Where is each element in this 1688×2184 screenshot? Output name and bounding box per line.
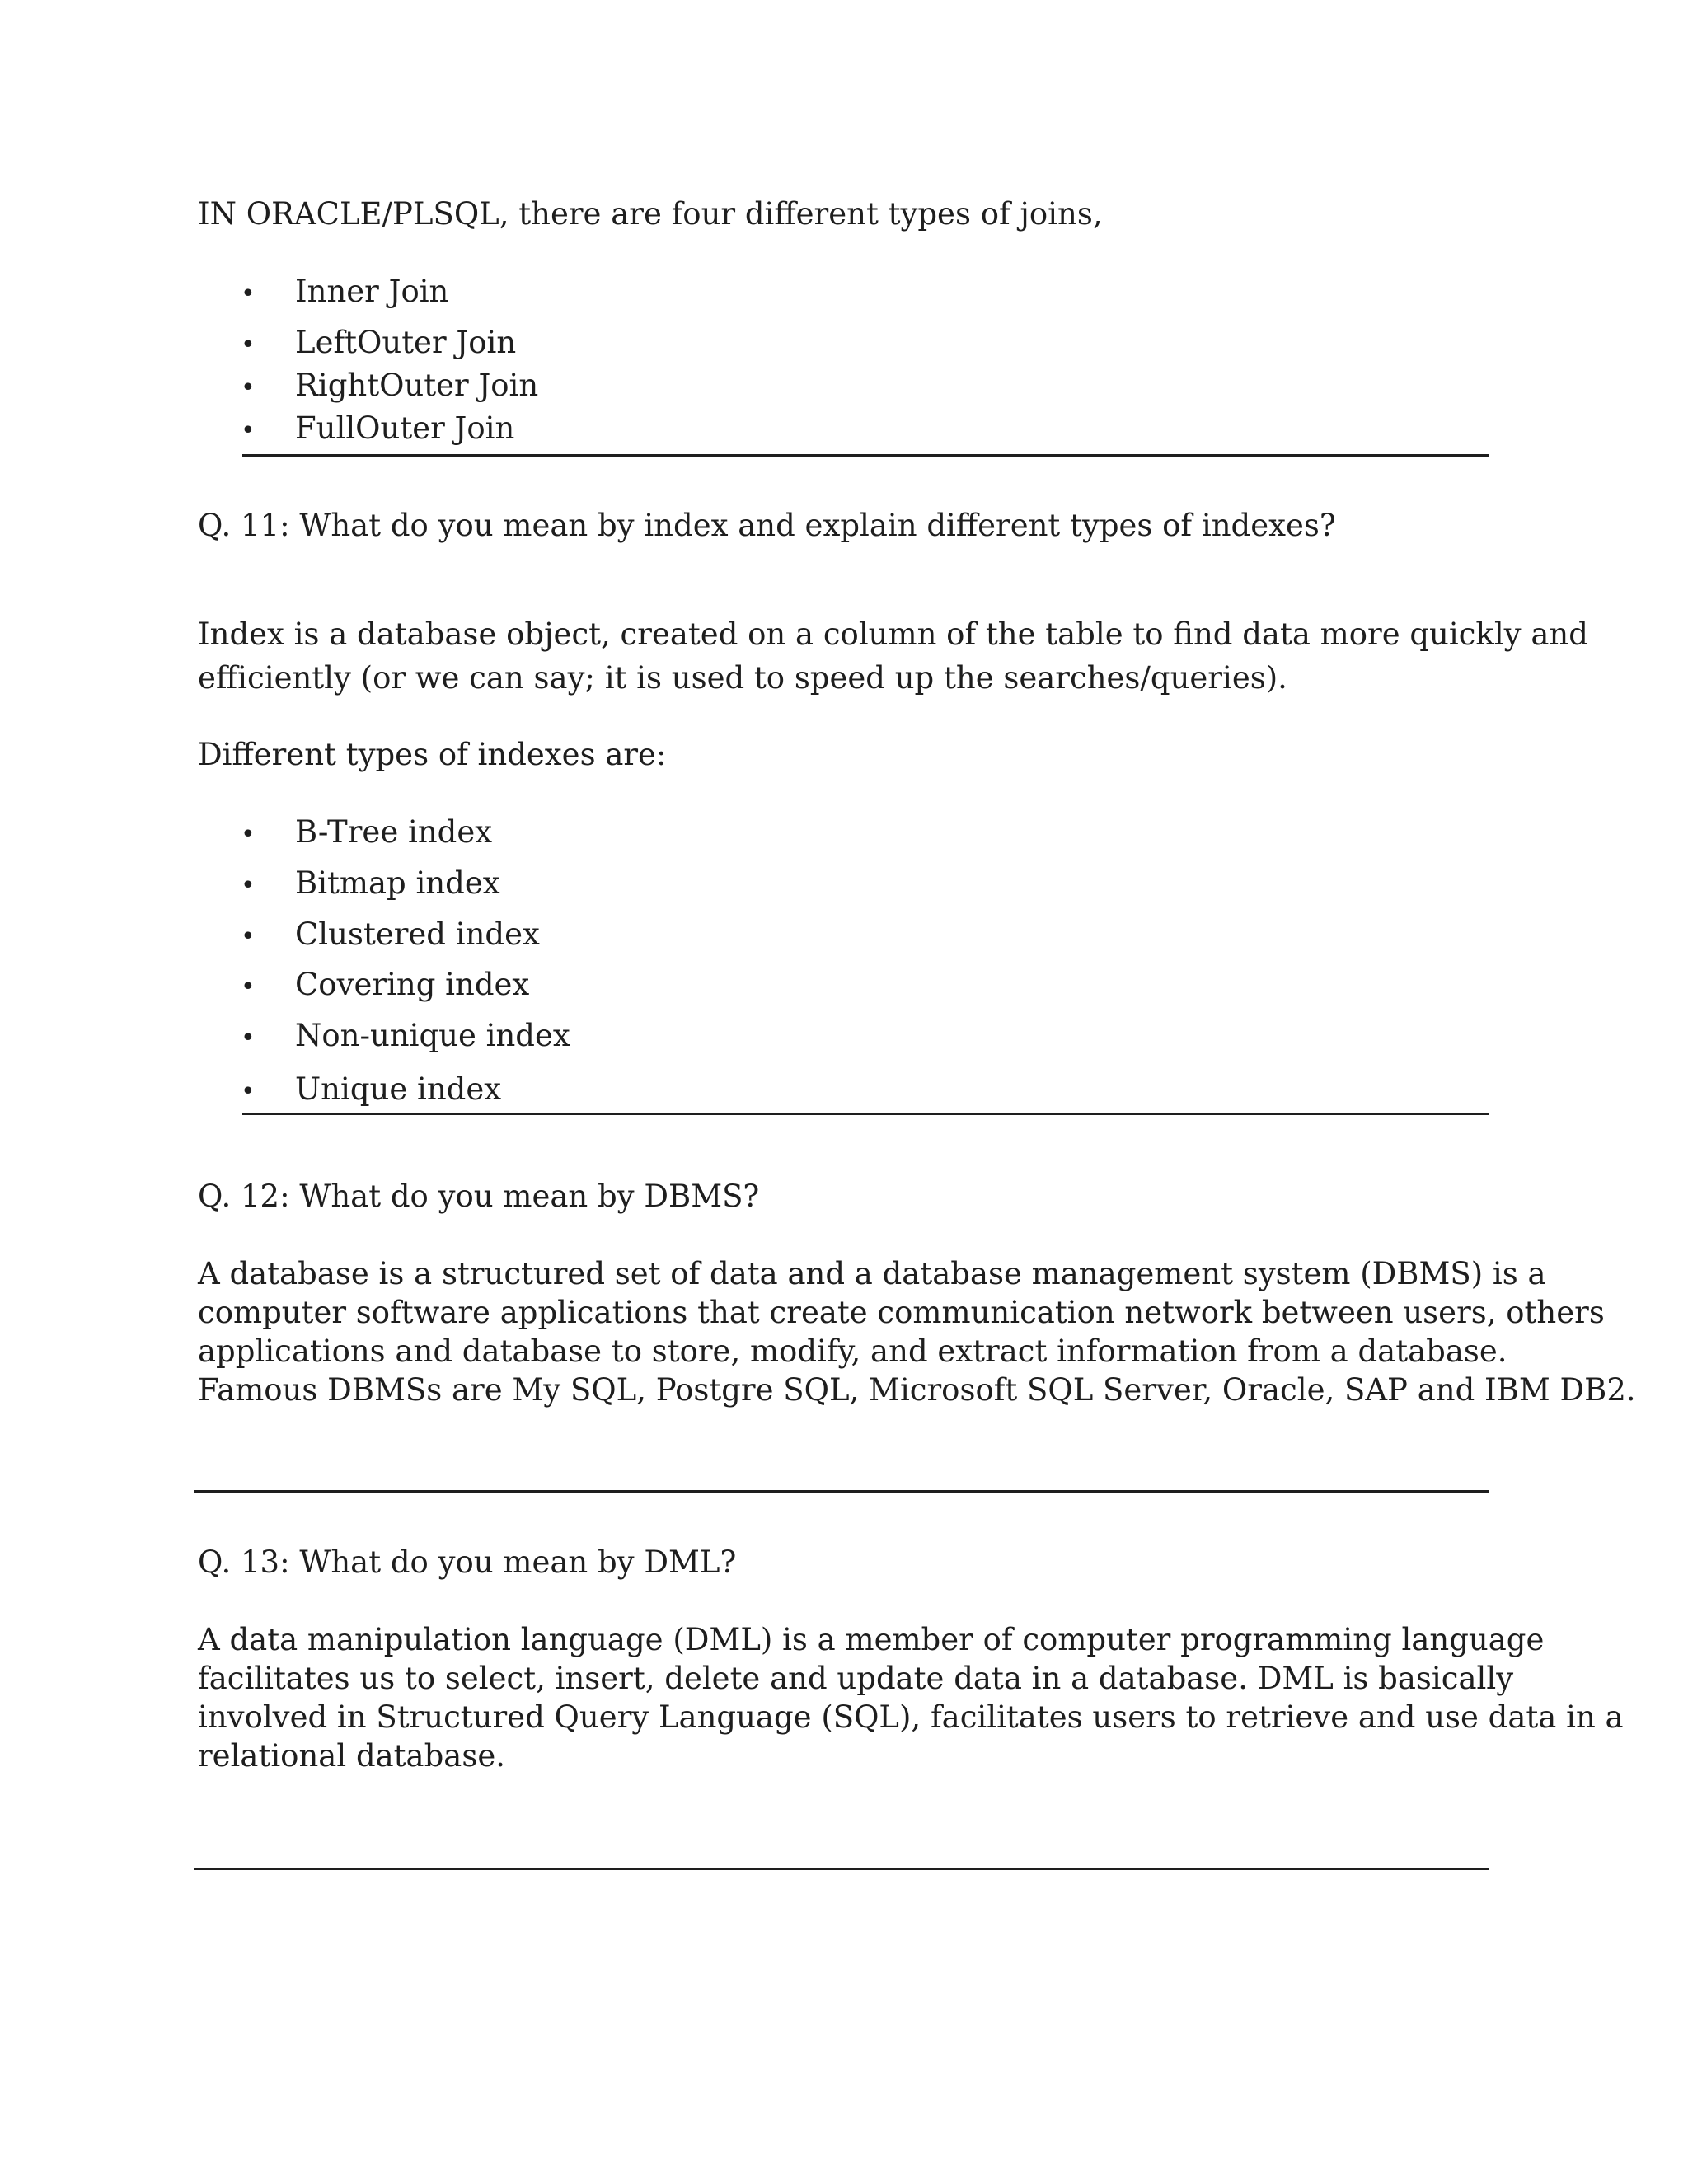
- q12-question: Q. 12: What do you mean by DBMS?: [198, 1179, 760, 1214]
- join-list-item: • RightOuter Join: [241, 366, 538, 408]
- section-divider: [242, 1113, 1489, 1115]
- section-divider: [194, 1490, 1489, 1493]
- index-list-item: • Unique index: [241, 1070, 501, 1112]
- bullet-icon: •: [241, 373, 256, 402]
- index-list-item: • Covering index: [241, 965, 529, 1007]
- join-list-item: • FullOuter Join: [241, 409, 514, 451]
- q12-answer: A database is a structured set of data and a database management system (DBMS) is a computer software applications that create communication network between users, others applications and database to store, modify, and extract information from a database. Famous DBMSs are My SQL, Postgre SQL, Microsoft SQL Server, Oracle, SAP and IBM DB2.: [198, 1256, 1636, 1408]
- bullet-icon: •: [241, 416, 256, 445]
- q11-answer: Index is a database object, created on a column of the table to find data more quickly and efficiently (or we can say; it is used to speed up the searches/queries).: [198, 616, 1588, 696]
- index-types-intro: Different types of indexes are:: [198, 737, 667, 772]
- joins-intro: IN ORACLE/PLSQL, there are four different types of joins,: [198, 196, 1103, 232]
- join-list-item: • LeftOuter Join: [241, 323, 516, 365]
- bullet-icon: •: [241, 330, 256, 359]
- bullet-icon: •: [241, 922, 256, 951]
- index-list-item: • B-Tree index: [241, 813, 492, 855]
- q11-question: Q. 11: What do you mean by index and explain different types of indexes?: [198, 508, 1336, 543]
- bullet-icon: •: [241, 871, 256, 900]
- section-divider: [194, 1868, 1489, 1870]
- join-list-item: • Inner Join: [241, 272, 448, 314]
- section-divider: [242, 454, 1489, 457]
- bullet-icon: •: [241, 820, 256, 849]
- bullet-icon: •: [241, 1024, 256, 1052]
- bullet-icon: •: [241, 1077, 256, 1106]
- q13-question: Q. 13: What do you mean by DML?: [198, 1544, 737, 1580]
- q13-answer: A data manipulation language (DML) is a member of computer programming language facilitates us to select, insert, delete and update data in a database. DML is basically involved in Structured Query Language (SQL), facilitates users to retrieve and use data in a relational database.: [198, 1622, 1624, 1774]
- index-list-item: • Bitmap index: [241, 864, 500, 906]
- index-list-item: • Clustered index: [241, 915, 540, 957]
- index-list-item: • Non-unique index: [241, 1016, 570, 1058]
- bullet-icon: •: [241, 279, 256, 308]
- bullet-icon: •: [241, 972, 256, 1001]
